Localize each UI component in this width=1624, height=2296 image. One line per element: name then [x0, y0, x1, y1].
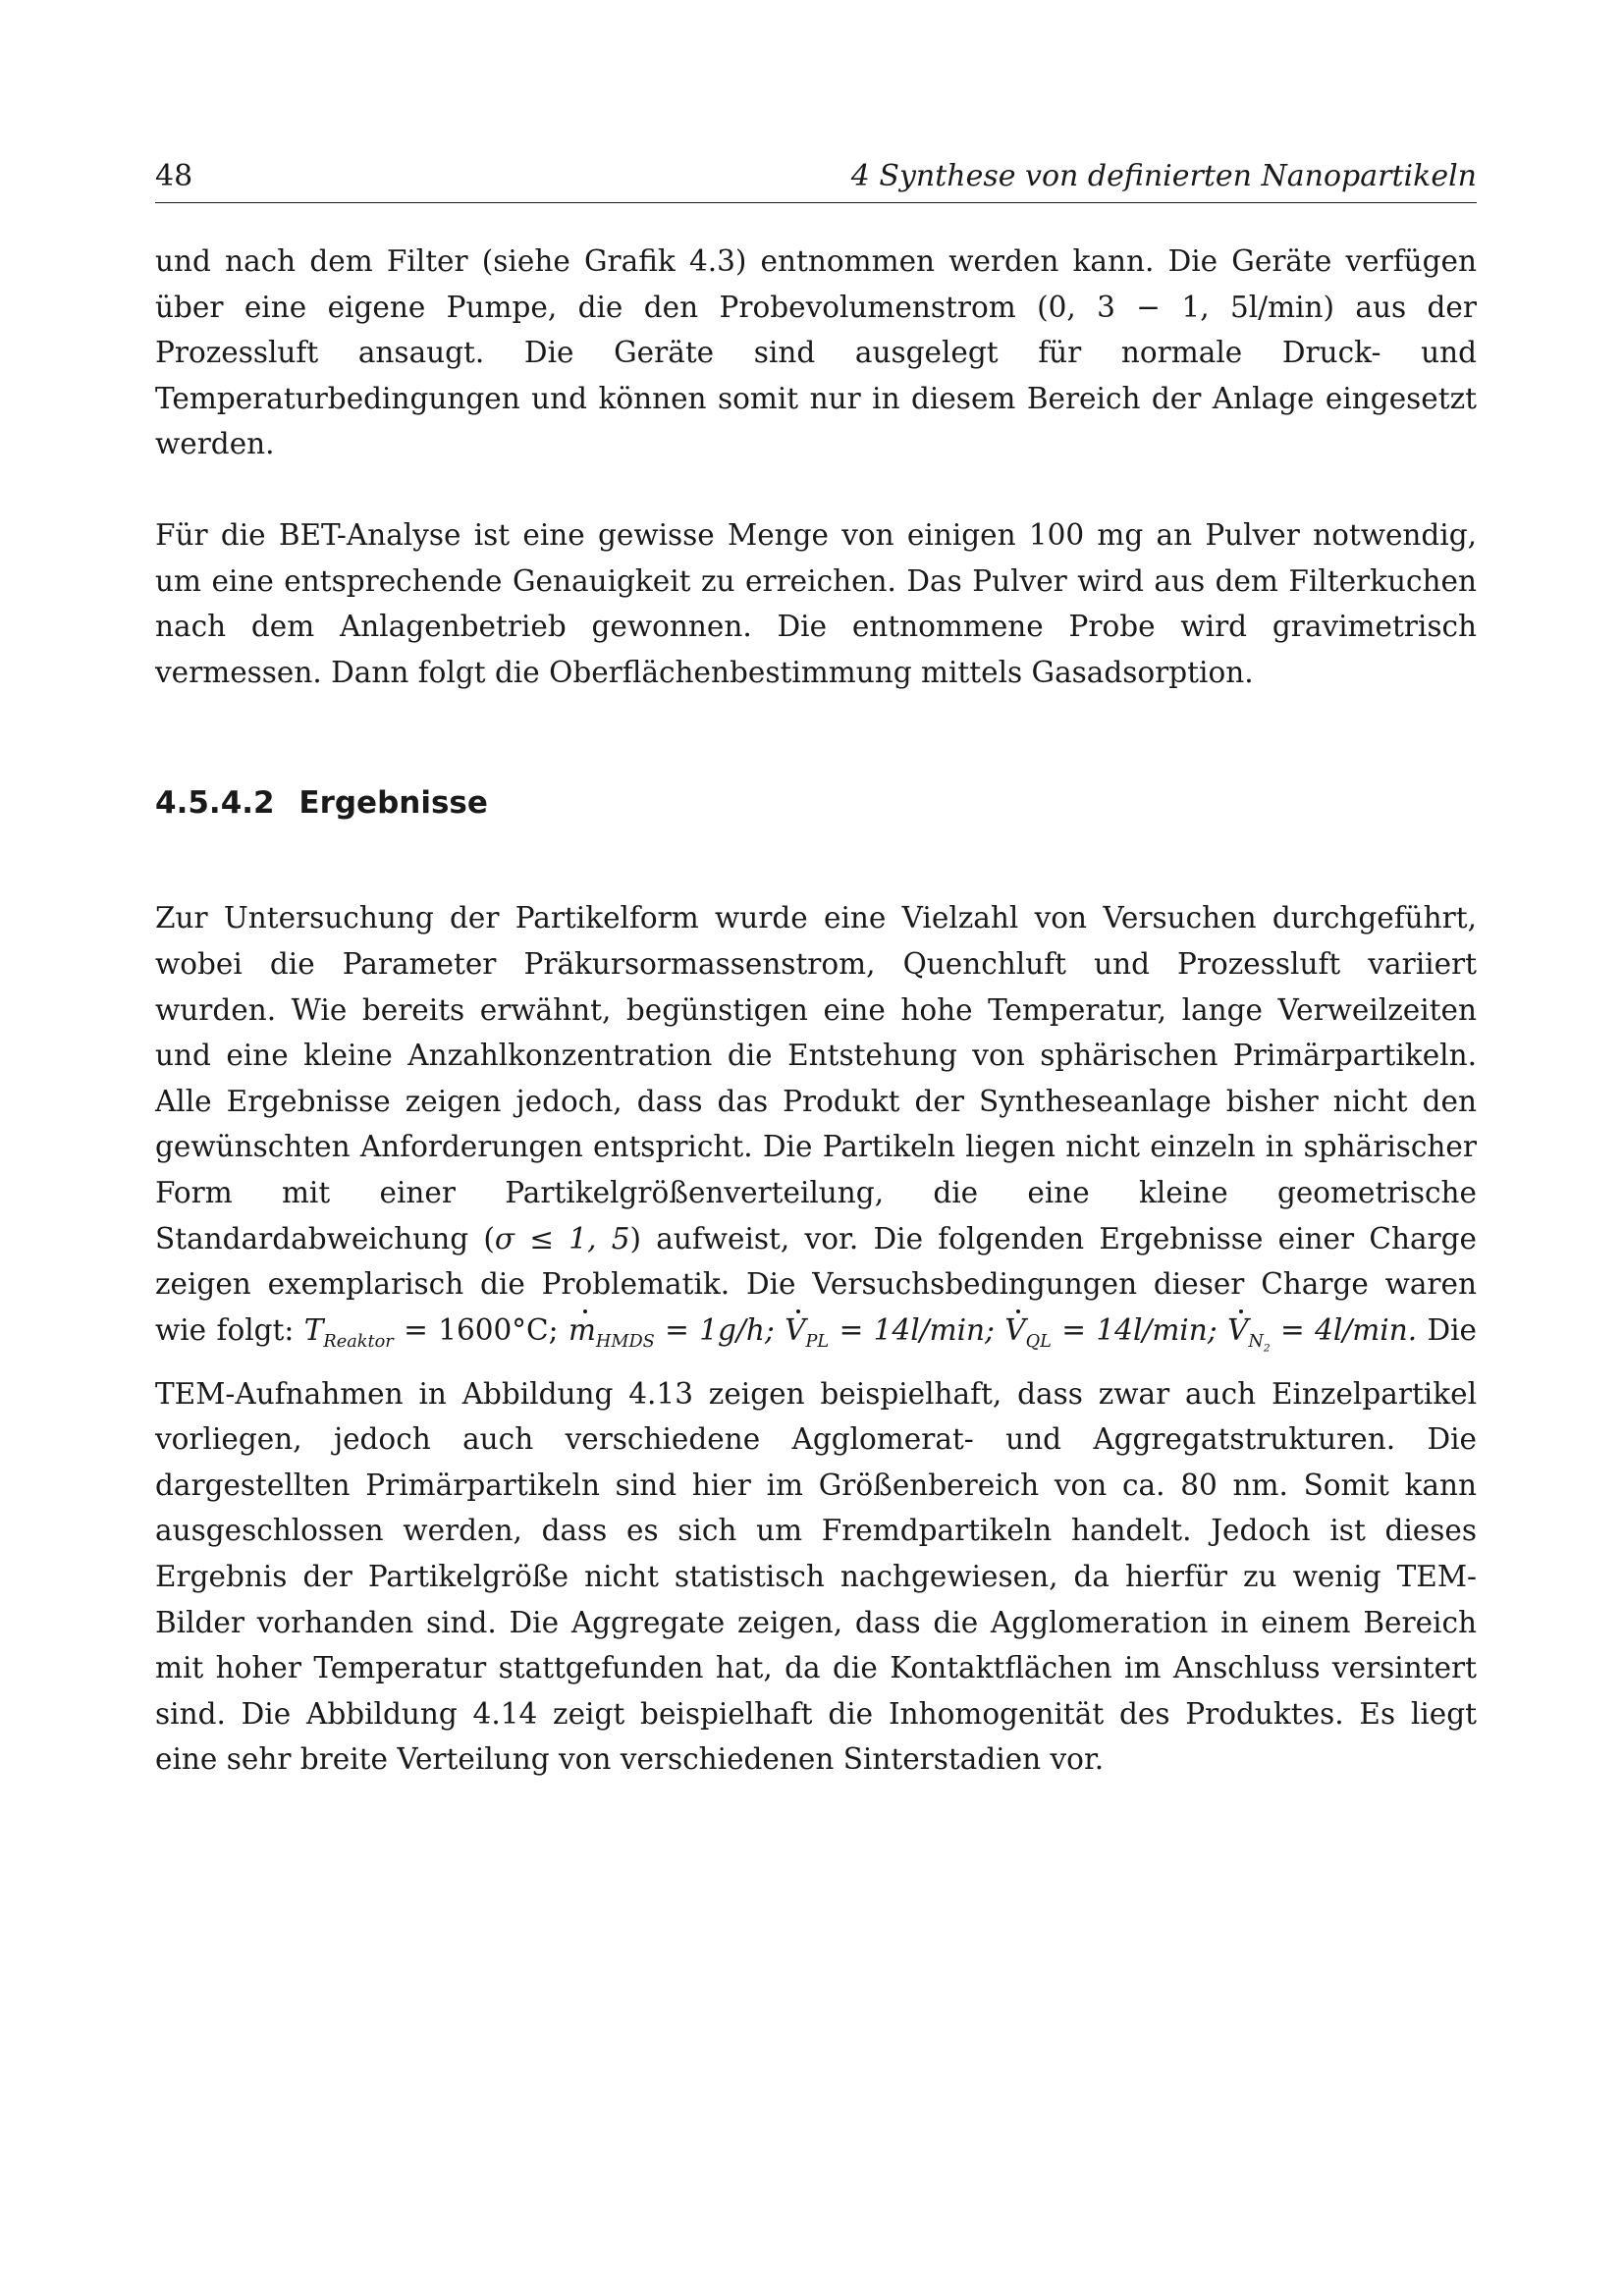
document-page [155, 157, 1477, 1783]
condition-quench-air-flow: $V_{QL} = 14l/\min$; [1004, 1313, 1227, 1347]
paragraph-results [155, 895, 1477, 1783]
condition-temperature: $T_{Reaktor} = 1600^\circ C$; [303, 1312, 568, 1352]
chapter-title: 4 Synthese von definierten Nanopartikeln [850, 159, 1477, 193]
results-text-part2: ) aufweist, vor. Die folgenden Ergebnisse einer Charge zeigen exemplarisch die Problematik. Die Versuchsbedingungen dieser Charge waren wie folgt: [155, 1221, 1477, 1347]
condition-nitrogen-flow: $V_{N_2} = 4l/\min$. [1227, 1313, 1417, 1347]
paragraph-measurement-devices: und nach dem Filter (siehe Grafik 4.3) entnommen werden kann. Die Geräte verfügen über eine eigene Pumpe, die den Probevolumenstrom (0, 3 − 1, 5l/min) aus der Prozessluft ansaugt. Die Geräte sind ausgelegt für normale Druck- und Temperaturbedingungen und können somit nur in diesem Bereich der Anlage eingesetzt werden. [155, 244, 1477, 461]
results-section [155, 895, 1477, 1783]
section-heading [155, 783, 1477, 823]
condition-hmds-mass-flow: $m_{HMDS} = 1g/h$; [568, 1313, 785, 1347]
body-text [155, 239, 1477, 695]
page-number: 48 [155, 159, 193, 193]
condition-process-air-flow: $V_{PL} = 14l/\min$; [785, 1313, 1004, 1347]
section-title: Ergebnisse [298, 785, 488, 822]
paragraph-bet-analysis: Für die BET-Analyse ist eine gewisse Menge von einigen 100 mg an Pulver notwendig, um eine entsprechende Genauigkeit zu erreichen. Das Pulver wird aus dem Filterkuchen nach dem Anlagenbetrieb gewonnen. Die entnommene Probe wird gravimetrisch vermessen. Dann folgt die Oberflächenbestimmung mittels Gasadsorption. [155, 517, 1477, 689]
sigma-condition: σ ≤ 1, 5 [494, 1221, 630, 1255]
results-text-part1: Zur Untersuchung der Partikelform wurde eine Vielzahl von Versuchen durchgeführt, wobei die Parameter Präkursormassenstrom, Quenchluft und Prozessluft variiert wurden. Wie bereits erwähnt, begünstigen eine hohe Temperatur, lange Verweilzeiten und eine kleine Anzahlkonzentration die Entstehung von sphärischen Primärpartikeln. Alle Ergebnisse zeigen jedoch, dass das Produkt der Syntheseanlage bisher nicht den gewünschten Anforderungen entspricht. Die Partikeln liegen nicht einzeln in sphärischer Form mit einer Partikelgrößenverteilung, die eine kleine geometrische Standardabweichung ( [155, 901, 1477, 1255]
section-number: 4.5.4.2 [155, 785, 275, 822]
results-text-part3: Die TEM-Aufnahmen in Abbildung 4.13 zeigen beispielhaft, dass zwar auch Einzelpartikel vorliegen, jedoch auch verschiedene Agglomerat- und Aggregatstrukturen. Die dargestellten Primärpartikeln sind hier im Größenbereich von ca. 80 nm. Somit kann ausgeschlossen werden, dass es sich um Fremdpartikeln handelt. Jedoch ist dieses Ergebnis der Partikelgröße nicht statistisch nachgewiesen, da hierfür zu wenig TEM-Bilder vorhanden sind. Die Aggregate zeigen, dass die Agglomeration in einem Bereich mit hoher Temperatur stattgefunden hat, da die Kontaktflächen im Anschluss versintert sind. Die Abbildung 4.14 zeigt beispielhaft die Inhomogenität des Produktes. Es liegt eine sehr breite Verteilung von verschiedenen Sinterstadien vor. [155, 1312, 1478, 1777]
running-header [155, 157, 1477, 203]
